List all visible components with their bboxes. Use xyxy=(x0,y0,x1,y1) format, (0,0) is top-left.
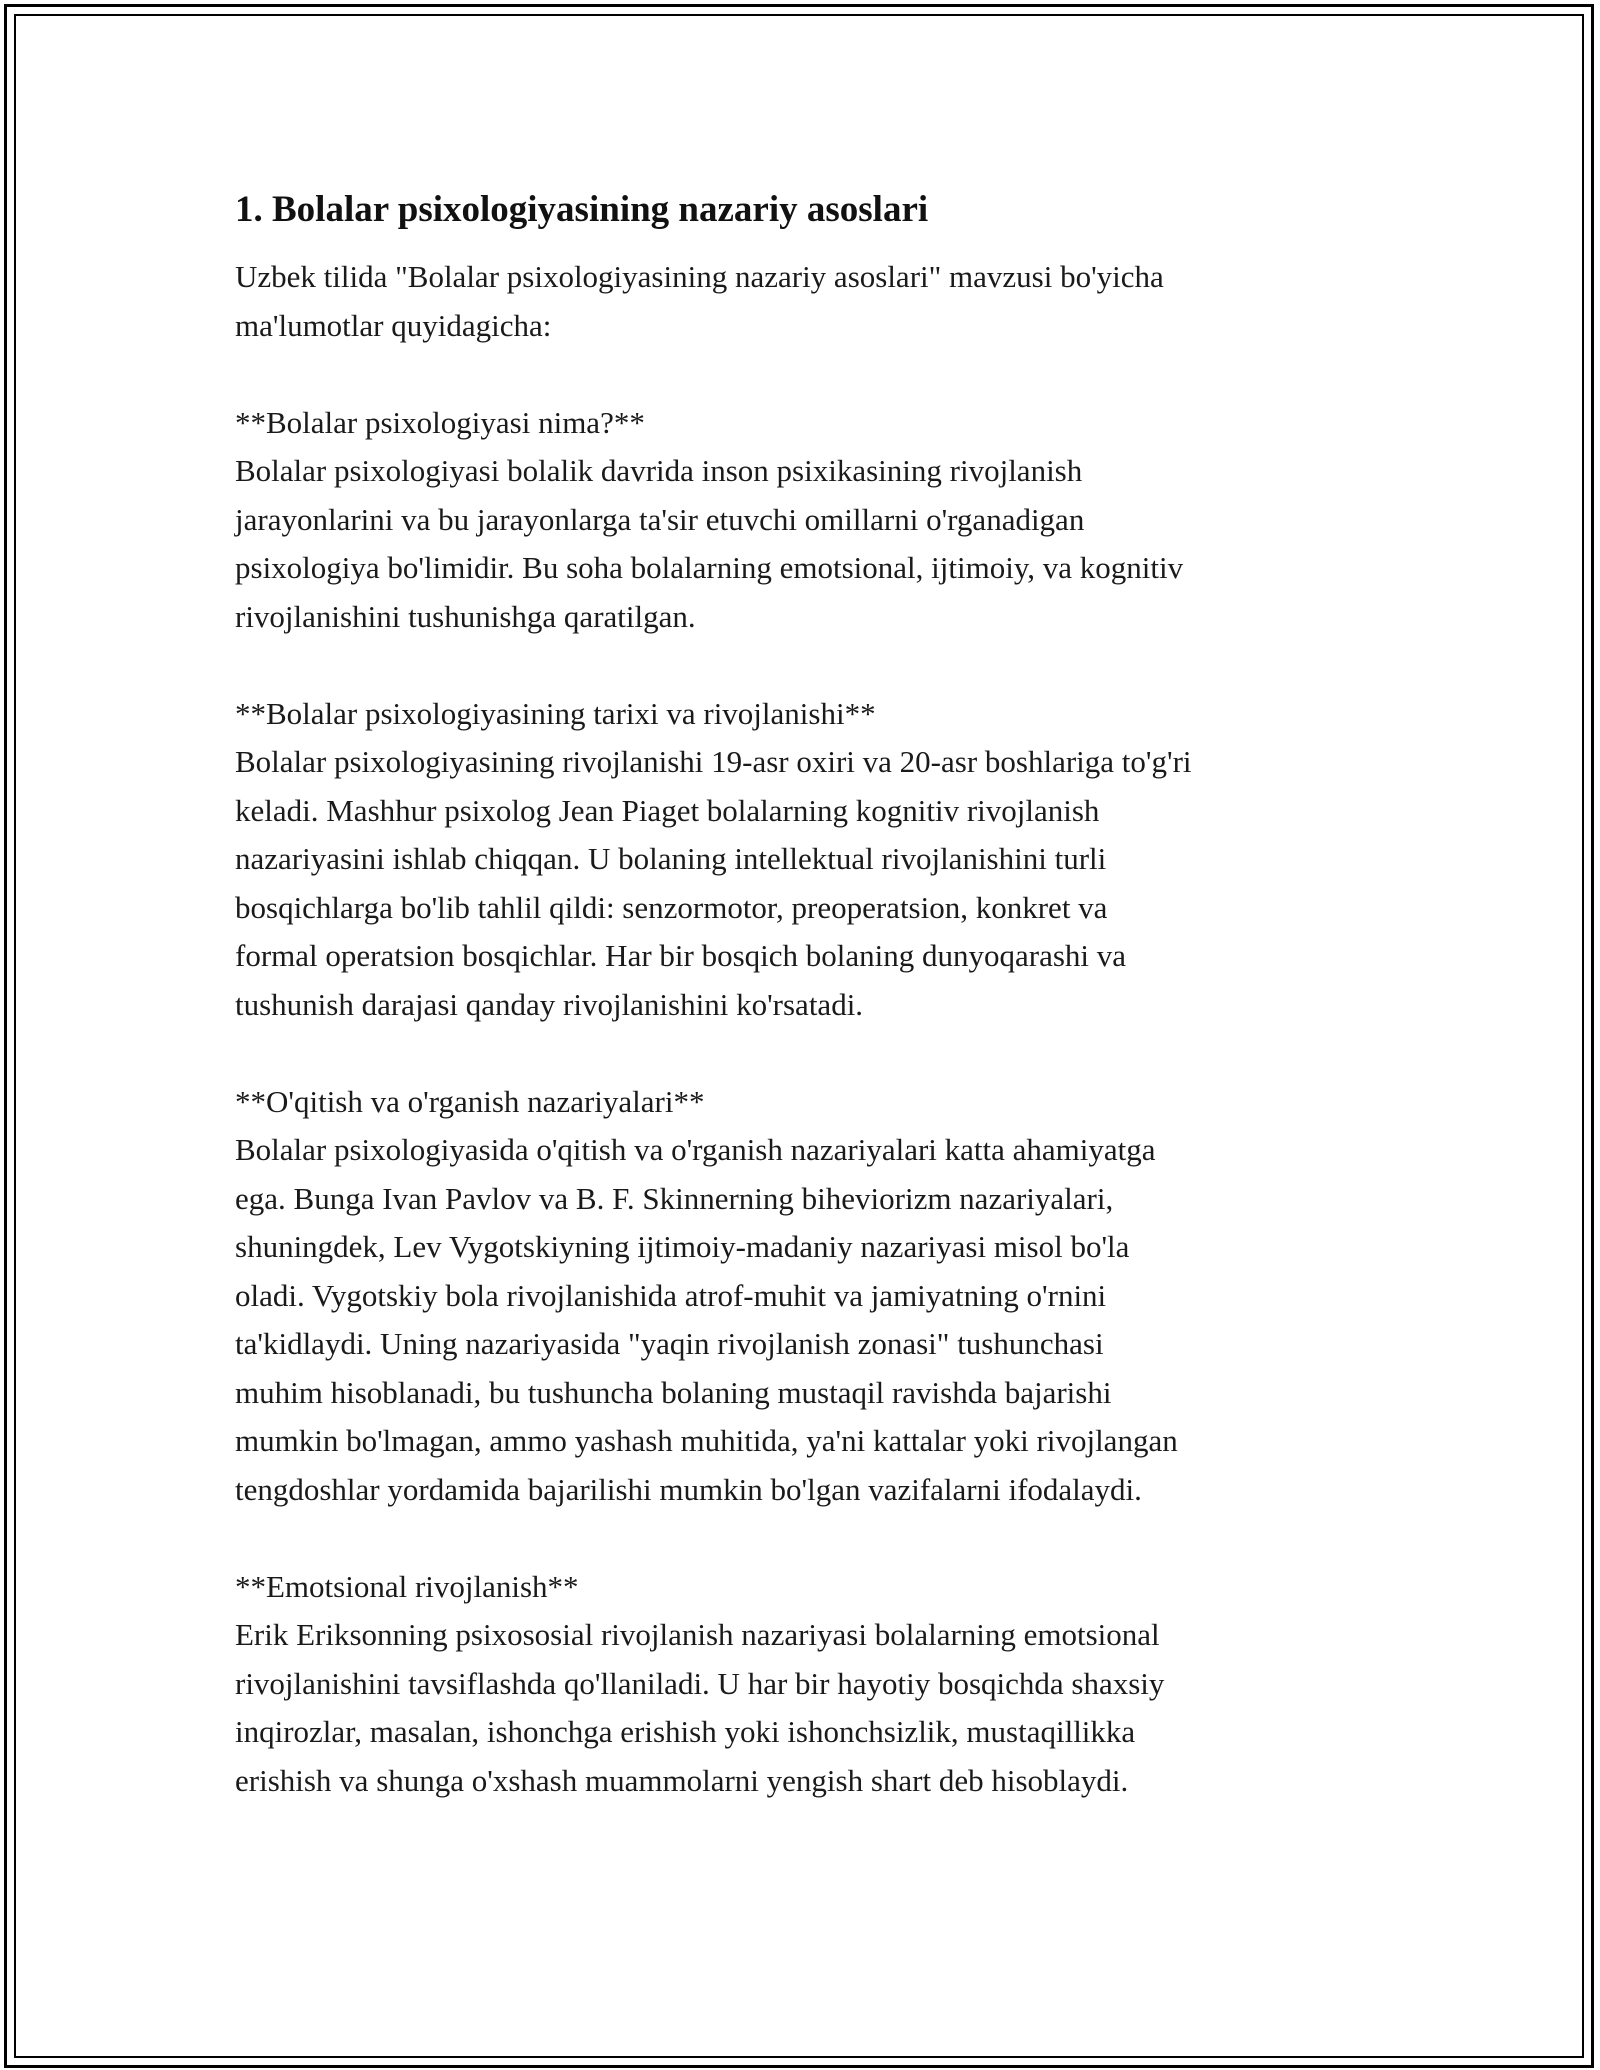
section-title: **O'qitish va o'rganish nazariyalari** xyxy=(235,1083,705,1119)
section-learning-theories xyxy=(235,1078,1385,1515)
paragraph-gap xyxy=(235,641,1385,690)
section-body: Bolalar psixologiyasi bolalik davrida inson psixikasining rivojlanish jarayonlarini va bu jarayonlarga ta'sir etuvchi omillarni o'rganadigan psixologiya bo'limidir. Bu soha bolalarning emotsional, ijtimoiy, va kognitiv rivojlanishini tushunishga qaratilgan. xyxy=(235,453,1184,634)
paragraph-gap xyxy=(235,350,1385,399)
section-title: **Bolalar psixologiyasining tarixi va rivojlanishi** xyxy=(235,695,876,731)
intro-paragraph: Uzbek tilida "Bolalar psixologiyasining nazariy asoslari" mavzusi bo'yicha ma'lumotlar quyidagicha: xyxy=(235,259,1164,343)
section-body: Bolalar psixologiyasida o'qitish va o'rganish nazariyalari katta ahamiyatga ega. Bunga Ivan Pavlov va B. F. Skinnerning biheviorizm nazariyalari, shuningdek, Lev Vygotskiyning ijtimoiy-madaniy nazariyasi misol bo'la oladi. Vygotskiy bola rivojlanishida atrof-muhit va jamiyatning o'rnini ta'kidlaydi. Uning nazariyasida "yaqin rivojlanish zonasi" tushunchasi muhim hisoblanadi, bu tushuncha bolaning mustaqil ravishda bajarishi mumkin bo'lmagan, ammo yashash muhitida, ya'ni kattalar yoki rivojlangan tengdoshlar yordamida bajarilishi mumkin bo'lgan vazifalarni ifodalaydi. xyxy=(235,1132,1178,1507)
section-history xyxy=(235,690,1385,1030)
section-title: **Bolalar psixologiyasi nima?** xyxy=(235,404,645,440)
section-definition xyxy=(235,399,1385,642)
section-emotional-development xyxy=(235,1563,1385,1806)
section-body: Bolalar psixologiyasining rivojlanishi 19-asr oxiri va 20-asr boshlariga to'g'ri keladi. Mashhur psixolog Jean Piaget bolalarning kognitiv rivojlanish nazariyasini ishlab chiqqan. U bolaning intellektual rivojlanishini turli bosqichlarga bo'lib tahlil qildi: senzormotor, preoperatsion, konkret va formal operatsion bosqichlar. Har bir bosqich bolaning dunyoqarashi va tushunish darajasi qanday rivojlanishini ko'rsatadi. xyxy=(235,744,1192,1022)
document-body xyxy=(235,185,1385,1805)
paragraph-gap xyxy=(235,1514,1385,1563)
section-title: **Emotsional rivojlanish** xyxy=(235,1568,579,1604)
section-body: Erik Eriksonning psixososial rivojlanish nazariyasi bolalarning emotsional rivojlanishini tavsiflashda qo'llaniladi. U har bir hayotiy bosqichda shaxsiy inqirozlar, masalan, ishonchga erishish yoki ishonchsizlik, mustaqillikka erishish va shunga o'xshash muammolarni yengish shart deb hisoblaydi. xyxy=(235,1617,1165,1798)
document-heading: 1. Bolalar psixologiyasining nazariy asoslari xyxy=(235,189,929,230)
paragraph-gap xyxy=(235,1029,1385,1078)
